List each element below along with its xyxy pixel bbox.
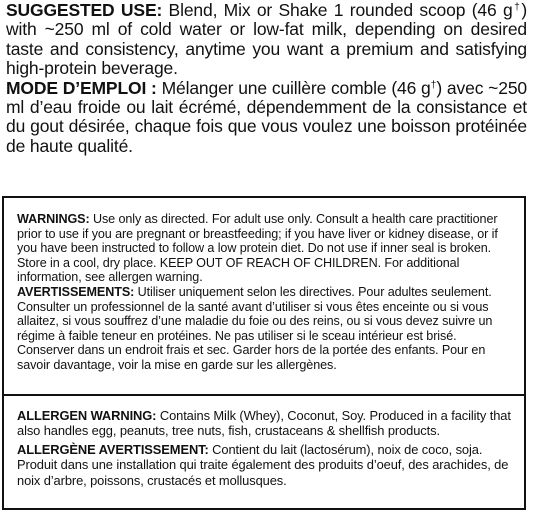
allergene-avertissement-paragraph	[17, 442, 511, 488]
suggested-use-label: SUGGESTED USE:	[6, 0, 163, 20]
allergen-warning-label: ALLERGEN WARNING:	[17, 408, 157, 423]
avertissements-paragraph	[17, 285, 511, 373]
avertissements-label: AVERTISSEMENTS:	[17, 284, 135, 299]
mode-emploi-paragraph	[6, 79, 527, 157]
warnings-label: WARNINGS:	[17, 212, 90, 226]
warnings-panel	[2, 196, 526, 510]
allergene-avertissement-text: Contient du lait (lactosérum), noix de coco, soja. Produit dans une installation qui traite également des produits d’oeuf, des arachides, de noix d’arbre, poissons, crustacés et mollusques.	[17, 441, 509, 488]
suggested-use-paragraph	[6, 1, 527, 79]
warnings-paragraph	[17, 212, 511, 285]
allergen-warning-text: Contains Milk (Whey), Coconut, Soy. Produced in a facility that also handles egg, peanuts, tree nuts, fish, crustaceans & shellfish products.	[17, 408, 511, 439]
mode-emploi-text-end: ) avec ~250 ml d’eau froide ou lait écrémé, dépendemment de la consistance et du gout désirée, chaque fois que vous voulez une boisson protéinée de haute qualité.	[6, 77, 527, 156]
suggested-use-text-end: ) with ~250 ml of cold water or low-fat milk, depending on desired taste and consistency, anytime you want a premium and satisfying high-protein beverage.	[6, 0, 528, 79]
warnings-text: Use only as directed. For adult use only. Consult a health care practitioner prior to use if you are pregnant or breastfeeding; if you have liver or kidney disease, or if you have been instructed to follow a low protein diet. Do not use if inner seal is broken. Store in a cool, dry place. KEEP OUT OF REACH OF CHILDREN. For additional information, see allergen warning.	[17, 212, 498, 285]
mode-emploi-text-start: Mélanger une cuillère comble (46 g	[156, 77, 431, 98]
mode-emploi-label: MODE D’EMPLOI :	[6, 77, 157, 98]
allergen-warning-paragraph	[17, 408, 511, 439]
allergen-block	[17, 408, 511, 488]
dagger-mark: †	[512, 2, 522, 13]
warnings-block	[17, 212, 511, 373]
avertissements-text: Utiliser uniquement selon les directives. Pour adultes seulement. Consulter un professionnel de la santé avant d’utiliser si vous êtes enceinte ou si vous allaitez, si vous souffrez d’une maladie du foie ou des reins, ou si vous devez suivre un régime à faible teneur en protéines. Ne pas utiliser si le sceau intérieur est brisé. Conserver dans un endroit frais et sec. Garder hors de la portée des enfants. Pour en savoir davantage, voir la mise en garde sur les allergènes.	[17, 284, 493, 372]
suggested-use-text-start: Blend, Mix or Shake 1 rounded scoop (46 g	[162, 0, 513, 20]
allergene-avertissement-label: ALLERGÈNE AVERTISSEMENT:	[17, 441, 209, 457]
dagger-mark: †	[430, 79, 437, 91]
panel-divider	[4, 394, 524, 396]
usage-directions	[6, 1, 527, 156]
